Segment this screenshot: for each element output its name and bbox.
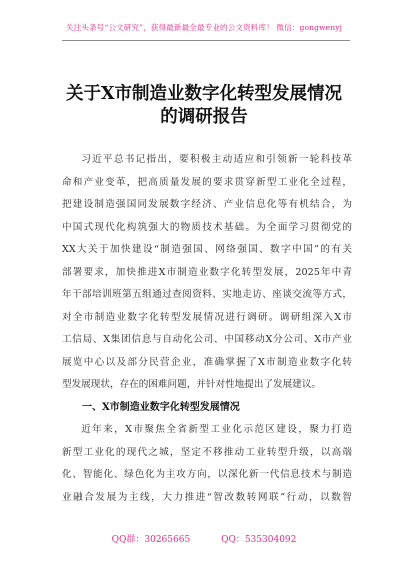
footer-contact bbox=[0, 532, 408, 545]
paragraph-line: 型发展现状，存在的困难问题，并针对性地提出了发展建议。 bbox=[62, 379, 322, 390]
paragraph-line: 工信局、X集团信息与自动化公司、中国移动X分公司、X市产业 bbox=[62, 334, 352, 345]
title-line-2: 的调研报告 bbox=[160, 107, 248, 127]
paragraph-line: 展览中心以及部分民营企业，准确掌握了X市制造业数字化转 bbox=[62, 356, 352, 368]
footer-qq: QQ：535304092 bbox=[221, 535, 297, 545]
title-line-1: 关于X市制造业数字化转型发展情况 bbox=[65, 84, 343, 104]
paragraph-line: XX大关于加快建设“制造强国、网络强国、数字中国”的有关 bbox=[62, 244, 352, 255]
paragraph-line: 业融合发展为主线，大力推进“智改数转网联”行动，以数智 bbox=[62, 491, 352, 503]
paragraph-line: 新型工业化的现代之城，坚定不移推动工业转型升级，以高端 bbox=[62, 446, 352, 458]
section-heading: 一、X市制造业数字化转型发展情况 bbox=[82, 401, 240, 413]
paragraph-line: 习近平总书记指出，要积极主动适应和引领新一轮科技革 bbox=[81, 154, 352, 165]
paragraph-line: 年干部培训班第五组通过查阅资料、实地走访、座谈交流等方式， bbox=[62, 289, 352, 300]
paragraph-line: 化、智能化、绿色化为主攻方向，以深化新一代信息技术与制造 bbox=[62, 469, 352, 480]
paragraph-line: 部署要求，加快推进X市制造业数字化转型发展，2025年中青 bbox=[62, 266, 352, 278]
footer-qq-group: QQ群：30265665 bbox=[111, 535, 191, 545]
paragraph-line: 把建设制造强国同发展数字经济、产业信息化等有机结合，为 bbox=[62, 199, 352, 210]
document-body bbox=[62, 149, 352, 509]
paragraph-line: 命和产业变革，把高质量发展的要求贯穿新型工业化全过程， bbox=[62, 176, 352, 188]
header-banner: 关注头条号“公文研究”，获得最新最全最专业的公文资料库！ 微信：gongwenyj bbox=[65, 23, 343, 32]
document-title bbox=[0, 83, 408, 129]
paragraph-line: 近年来，X市聚焦全省新型工业化示范区建设，聚力打造 bbox=[81, 424, 352, 435]
paragraph-line: 中国式现代化构筑强大的物质技术基础。为全面学习贯彻党的 bbox=[62, 221, 352, 233]
paragraph-line: 对全市制造业数字化转型发展情况进行调研。调研组深入X市 bbox=[62, 311, 352, 323]
header-divider bbox=[62, 40, 350, 41]
